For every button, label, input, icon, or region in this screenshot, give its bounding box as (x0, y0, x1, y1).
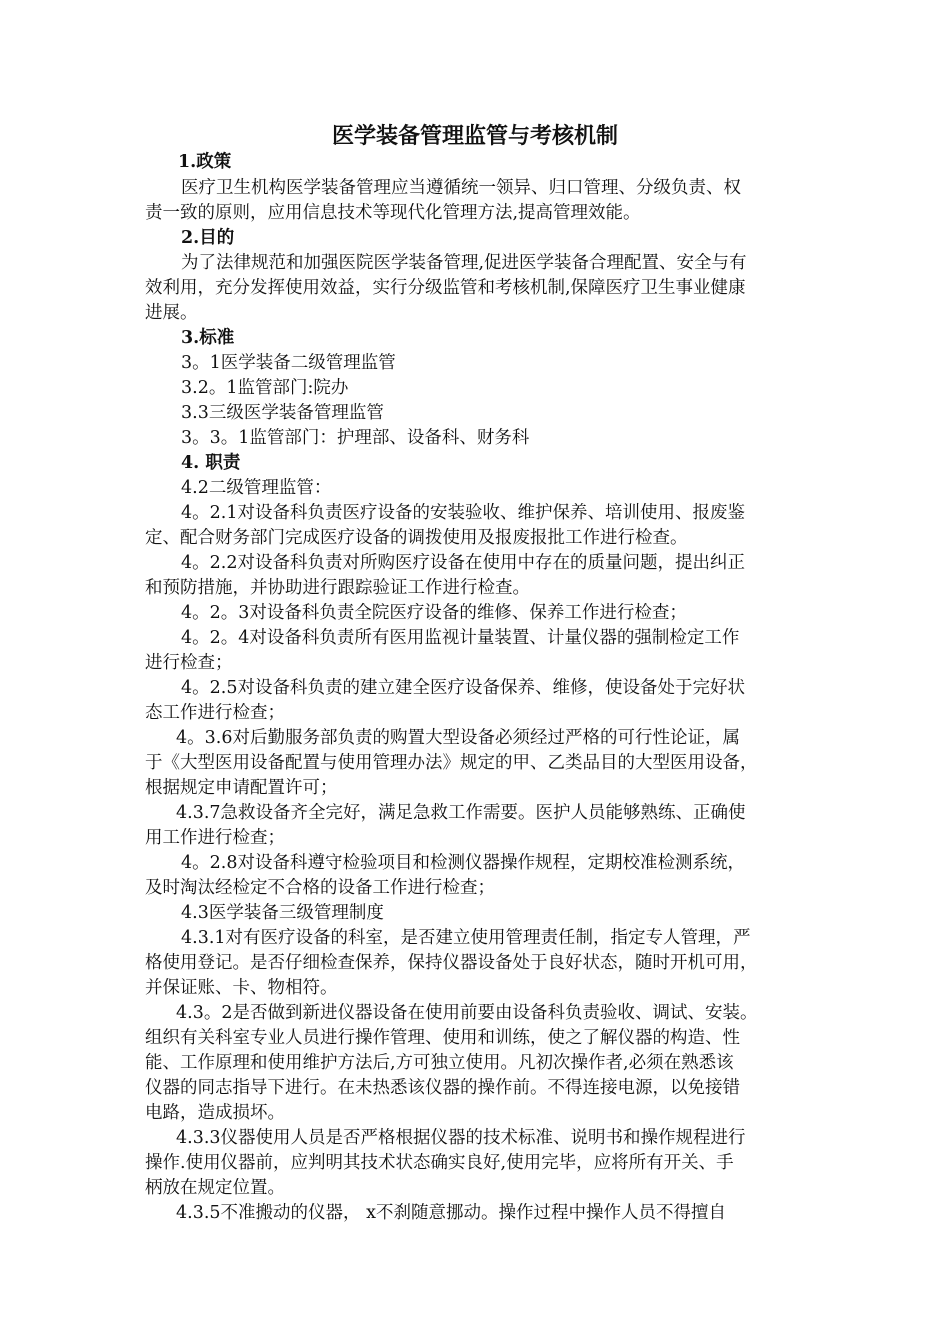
paragraph-line: 效利用，充分发挥使用效益，实行分级监管和考核机制,保障医疗卫生事业健康 (145, 278, 746, 298)
paragraph-line: 进行检查； (145, 653, 233, 673)
paragraph-line: 4.2二级管理监管： (181, 478, 332, 498)
document-title: 医学装备管理监管与考核机制 (331, 123, 618, 149)
paragraph-line: 4。2.1对设备科负责医疗设备的安装验收、维护保养、培训使用、报废鉴 (181, 503, 745, 523)
heading-policy: 1.政策 (178, 152, 232, 172)
paragraph-line: 操作.使用仪器前，应判明其技术状态确实良好,使用完毕，应将所有开关、手 (145, 1153, 734, 1173)
paragraph-line: 组织有关科室专业人员进行操作管理、使用和训练，使之了解仪器的构造、性 (145, 1028, 740, 1048)
heading-duties: 4. 职责 (181, 453, 241, 473)
paragraph-line: 进展。 (145, 303, 198, 323)
paragraph-line: 及时淘汰经检定不合格的设备工作进行检查； (145, 878, 495, 898)
heading-purpose: 2.目的 (181, 228, 235, 248)
paragraph-line: 医疗卫生机构医学装备管理应当遵循统一领异、归口管理、分级负责、权 (181, 178, 741, 198)
heading-standard: 3.标准 (181, 328, 235, 348)
paragraph-line: 格使用登记。是否仔细检查保养，保持仪器设备处于良好状态，随时开机可用， (145, 953, 758, 973)
paragraph-line: 并保证账、卡、物相符。 (145, 978, 338, 998)
paragraph-line: 为了法律规范和加强医院医学装备管理,促进医学装备合理配置、安全与有 (181, 253, 747, 273)
paragraph-line: 定、配合财务部门完成医疗设备的调拨使用及报废报批工作进行检查。 (145, 528, 688, 548)
paragraph-line: 柄放在规定位置。 (145, 1178, 285, 1198)
paragraph-line: 4。2.2对设备科负责对所购医疗设备在使用中存在的质量问题，提出纠正 (181, 553, 745, 573)
paragraph-line: 4。2.5对设备科负责的建立建全医疗设备保养、维修，使设备处于完好状 (181, 678, 745, 698)
paragraph-line: 4。3.6对后勤服务部负责的购置大型设备必须经过严格的可行性论证，属 (176, 728, 740, 748)
paragraph-line: 4.3医学装备三级管理制度 (181, 903, 384, 923)
paragraph-line: 能、工作原理和使用维护方法后,方可独立使用。凡初次操作者,必须在熟悉该 (145, 1053, 734, 1073)
paragraph-line: 4.3.1对有医疗设备的科室，是否建立使用管理责任制，指定专人管理，严 (181, 928, 751, 948)
paragraph-line: 4.3。2是否做到新进仪器设备在使用前要由设备科负责验收、调试、安装。 (176, 1003, 758, 1023)
paragraph-line: 3。3。1监管部门：护理部、设备科、财务科 (181, 428, 530, 448)
paragraph-line: 4。2。3对设备科负责全院医疗设备的维修、保养工作进行检查； (181, 603, 687, 623)
paragraph-line: 于《大型医用设备配置与使用管理办法》规定的甲、乙类品目的大型医用设备， (145, 753, 758, 773)
paragraph-line: 用工作进行检查； (145, 828, 285, 848)
paragraph-line: 态工作进行检查； (145, 703, 285, 723)
paragraph-line: 4.3.3仪器使用人员是否严格根据仪器的技术标准、说明书和操作规程进行 (176, 1128, 746, 1148)
paragraph-line: 电路，造成损坏。 (145, 1103, 285, 1123)
paragraph-line: 4.3.7急救设备齐全完好，满足急救工作需要。医护人员能够熟练、正确使 (176, 803, 746, 823)
paragraph-line: 根据规定申请配置许可； (145, 778, 338, 798)
paragraph-line: 3。1医学装备二级管理监管 (181, 353, 396, 373)
paragraph-line: 和预防措施，并协助进行跟踪验证工作进行检查。 (145, 578, 530, 598)
paragraph-line: 3.3三级医学装备管理监管 (181, 403, 384, 423)
paragraph-line: 4。2。4对设备科负责所有医用监视计量装置、计量仪器的强制检定工作 (181, 628, 740, 648)
paragraph-line: 仪器的同志指导下进行。在未热悉该仪器的操作前。不得连接电源，以免接错 (145, 1078, 740, 1098)
paragraph-line: 4.3.5不准搬动的仪器， x不刹随意挪动。操作过程中操作人员不得擅自 (176, 1203, 726, 1223)
paragraph-line: 4。2.8对设备科遵守检验项目和检测仪器操作规程，定期校准检测系统， (181, 853, 745, 873)
paragraph-line: 责一致的原则，应用信息技术等现代化管理方法,提高管理效能。 (145, 203, 641, 223)
paragraph-line: 3.2。1监管部门:院办 (181, 378, 349, 398)
